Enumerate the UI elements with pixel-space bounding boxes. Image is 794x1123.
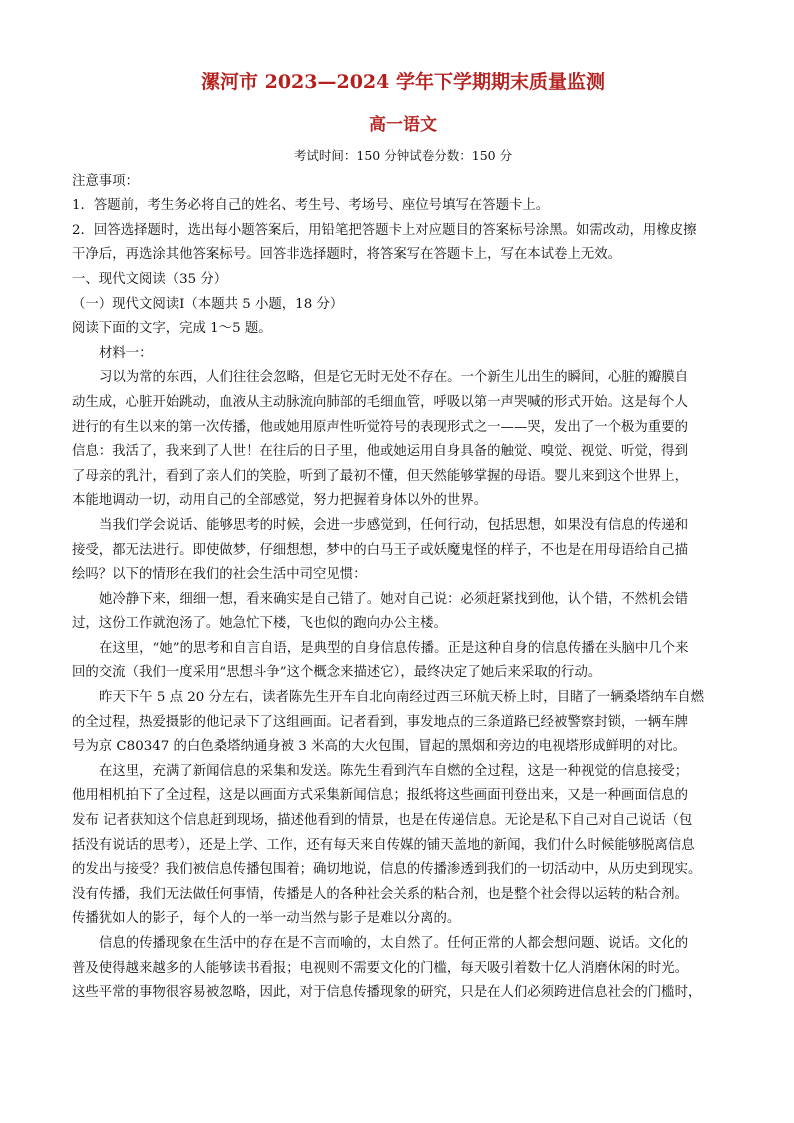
passage-line: 他用相机拍下了全过程，这是以画面方式采集新闻信息；报纸将这些画面刊登出来，又是一种画面信息的	[72, 788, 688, 804]
passage-line: 这些平常的事物很容易被忽略，因此，对于信息传播现象的研究，只是在人们必须跨进信息社会的门槛时，	[72, 985, 702, 1001]
passage-line: 传播犹如人的影子，每个人的一举一动当然与影子是难以分离的。	[72, 911, 461, 927]
passage-line: 她冷静下来，细细一想，看来确实是自己错了。她对自己说：必须赶紧找到他，认个错，不然机会错	[99, 591, 689, 607]
passage-paragraph	[72, 760, 734, 932]
passage-paragraph	[72, 588, 734, 637]
material-label: 材料一：	[99, 345, 153, 361]
passage-line: 普及使得越来越多的人能够读书看报；电视则不需要文化的门槛，每天吸引着数十亿人消磨休闲的时光。	[72, 960, 688, 976]
passage-line: 本能地调动一切，动用自己的全部感觉，努力把握着身体以外的世界。	[72, 493, 488, 509]
passage-line: 动生成，心脏开始跳动，血液从主动脉流向肺部的毛细血管，呼吸以第一声哭喊的形式开始。这是每个人	[72, 394, 688, 410]
notice-heading: 注意事项：	[72, 173, 139, 189]
passage-line: 在这里，充满了新闻信息的采集和发送。陈先生看到汽车自燃的全过程，这是一种视觉的信息接受；	[99, 763, 689, 779]
passage-line: 信息的传播现象在生活中的存在是不言而喻的，太自然了。任何正常的人都会想问题、说话。文化的	[99, 936, 689, 951]
passage-paragraph	[72, 366, 734, 514]
passage-line: 进行的有生以来的第一次传播，他或她用原声性听觉符号的表现形式之一——哭，发出了一个极为重要的	[72, 419, 688, 435]
exam-title: 漯河市 2023—2024 学年下学期期末质量监测	[201, 71, 605, 93]
passage-line: 当我们学会说话、能够思考的时候，会进一步感觉到，任何行动，包括思想，如果没有信息的传递和	[99, 517, 689, 533]
passage-paragraph	[72, 686, 734, 760]
notice-item-2-line-1: 2．回答选择题时，选出每小题答案后，用铅笔把答题卡上对应题目的答案标号涂黑。如需改动，用橡皮擦	[72, 222, 697, 238]
passage-line: 昨天下午 5 点 20 分左右，读者陈先生开车自北向南经过西三环航天桥上时，目睹了一辆桑塔纳车自燃	[99, 690, 704, 706]
passage-line: 没有传播，我们无法做任何事情，传播是人的各种社会关系的粘合剂，也是整个社会得以运转的粘合剂。	[72, 886, 688, 902]
section-heading: 一、现代文阅读（35 分）	[72, 271, 228, 287]
passage-line: 的发出与接受？我们被信息传播包围着；确切地说，信息的传播渗透到我们的一切活动中，从历史到现实。	[72, 862, 702, 878]
passage-line: 过，这份工作就泡汤了。她急忙下楼，飞也似的跑向办公主楼。	[72, 616, 447, 632]
reading-instruction: 阅读下面的文字，完成 1～5 题。	[72, 321, 272, 337]
passage-line: 号为京 C80347 的白色桑塔纳通身被 3 米高的大火包围，冒起的黑烟和旁边的电视塔形成鲜明的对比。	[72, 739, 687, 755]
reading-passage	[72, 366, 734, 1005]
passage-line: 信息：我活了，我来到了人世！在往后的日子里，他或她运用自身具备的触觉、嗅觉、视觉、听觉，得到	[72, 444, 688, 460]
section-sub-heading: （一）现代文阅读Ⅰ（本题共 5 小题，18 分）	[72, 296, 344, 312]
passage-line: 习以为常的东西，人们往往会忽略，但是它无时无处不存在。一个新生儿出生的瞬间，心脏的瓣膜自	[99, 370, 689, 386]
passage-line: 接受，都无法进行。即使做梦，仔细想想，梦中的白马王子或妖魔鬼怪的样子，不也是在用母语给自己描	[72, 542, 688, 558]
passage-line: 的全过程，热爱摄影的他记录下了这组画面。记者看到，事发地点的三条道路已经被警察封锁，一辆车牌	[72, 714, 688, 730]
passage-line: 括没有说话的思考），还是上学、工作，还有每天来自传媒的铺天盖地的新闻，我们什么时候能够脱离信息	[72, 837, 695, 853]
passage-line: 发布 记者获知这个信息赶到现场，描述他看到的情景，也是在传递信息。无论是私下自己对自己说话（包	[72, 813, 693, 829]
exam-info: 考试时间：150 分钟试卷分数：150 分	[293, 148, 513, 163]
passage-line: 绘吗？以下的情形在我们的社会生活中司空见惯：	[72, 567, 367, 583]
passage-paragraph	[72, 637, 734, 686]
passage-line: 了母亲的乳汁，看到了亲人们的笑脸，听到了最初不懂，但天然能够掌握的母语。婴儿来到这个世界上，	[72, 468, 688, 484]
exam-subject: 高一语文	[369, 115, 437, 135]
passage-line: 回的交流（我们一度采用“思想斗争”这个概念来描述它），最终决定了她后来采取的行动。	[72, 665, 602, 681]
passage-paragraph	[72, 514, 734, 588]
passage-paragraph	[72, 932, 734, 1006]
passage-line: 在这里，“她”的思考和自言自语，是典型的自身信息传播。正是这种自身的信息传播在头脑中几个来	[99, 640, 689, 656]
notice-item-1: 1．答题前，考生务必将自己的姓名、考生号、考场号、座位号填写在答题卡上。	[72, 198, 550, 214]
notice-item-2-line-2: 干净后，再选涂其他答案标号。回答非选择题时，将答案写在答题卡上，写在本试卷上无效。	[72, 247, 622, 263]
